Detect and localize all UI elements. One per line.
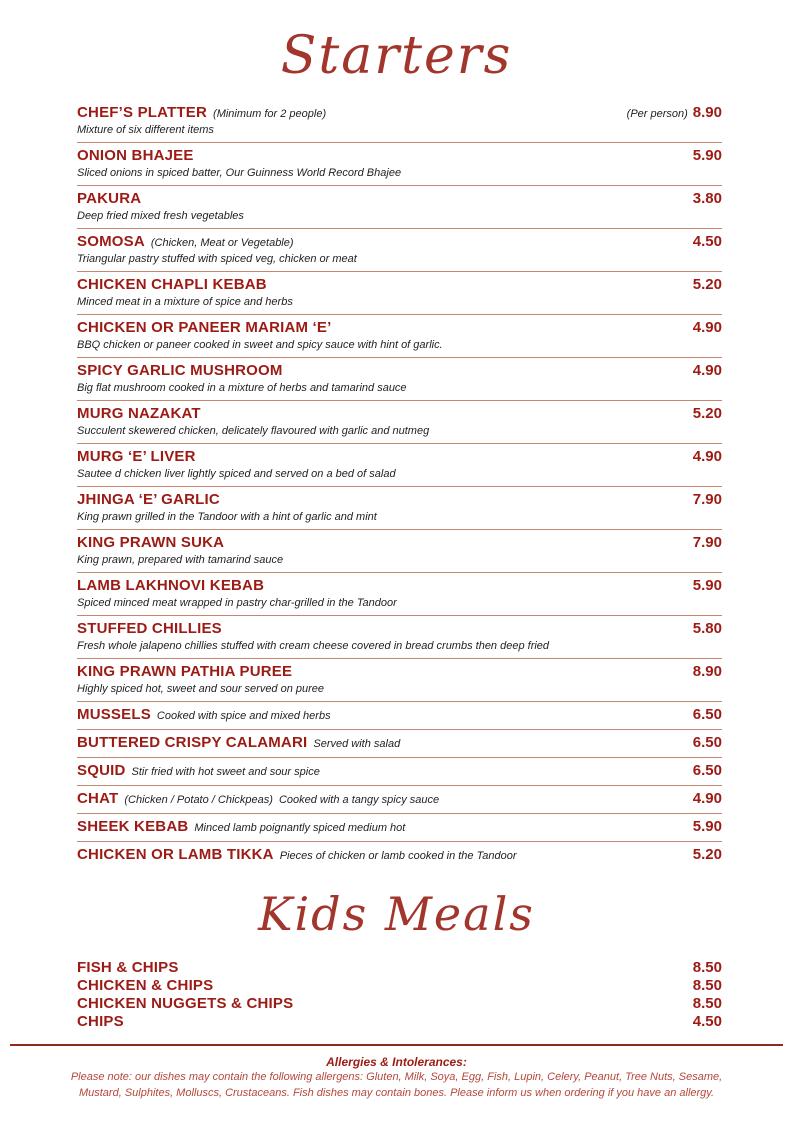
item-price: 6.50 <box>692 734 722 751</box>
item-name: SQUID <box>77 762 126 779</box>
item-price: 4.90 <box>692 319 722 336</box>
menu-item <box>77 702 722 730</box>
item-price: 8.90 <box>692 663 722 680</box>
item-price: 8.90 <box>692 104 722 121</box>
item-price: 5.80 <box>692 620 722 637</box>
item-name: CHICKEN & CHIPS <box>77 977 214 994</box>
menu-item <box>77 272 722 315</box>
item-price: 4.90 <box>692 362 722 379</box>
menu-item-line <box>77 319 722 337</box>
menu-item <box>77 730 722 758</box>
menu-item <box>77 315 722 358</box>
item-description: Spiced minced meat wrapped in pastry char-grilled in the Tandoor <box>77 597 397 609</box>
item-name: CHIPS <box>77 1013 124 1030</box>
item-price: 5.90 <box>692 818 722 835</box>
item-price: 5.20 <box>692 405 722 422</box>
allergy-note-line1: Please note: our dishes may contain the following allergens: Gluten, Milk, Soya, Egg, Fish, Lupin, Celery, Peanut, Tree Nuts, Sesame, <box>70 1071 723 1083</box>
menu-item <box>77 358 722 401</box>
item-name: CHICKEN OR LAMB TIKKA <box>77 846 274 863</box>
kids-section-title: Kids Meals <box>258 887 535 941</box>
item-name: STUFFED CHILLIES <box>77 620 222 637</box>
menu-item <box>77 977 722 995</box>
item-name: CHICKEN OR PANEER MARIAM ‘E’ <box>77 319 332 336</box>
item-name: SOMOSA <box>77 233 145 250</box>
menu-item <box>77 100 722 143</box>
item-description: Minced lamb poignantly spiced medium hot <box>194 822 406 834</box>
item-name: KING PRAWN PATHIA PUREE <box>77 663 293 680</box>
menu-item-line <box>77 846 722 864</box>
menu-item <box>77 143 722 186</box>
footer-divider <box>10 1044 783 1046</box>
item-price: 6.50 <box>692 762 722 779</box>
item-name: LAMB LAKHNOVI KEBAB <box>77 577 265 594</box>
item-price: 4.90 <box>692 448 722 465</box>
item-description: Big flat mushroom cooked in a mixture of herbs and tamarind sauce <box>77 382 407 394</box>
item-description: Mixture of six different items <box>77 124 214 136</box>
item-name: MURG ‘E’ LIVER <box>77 448 196 465</box>
item-name: CHEF’S PLATTER <box>77 104 208 121</box>
kids-meals-list <box>77 959 722 1031</box>
item-description: Sliced onions in spiced batter, Our Guinness World Record Bhajee <box>77 167 402 179</box>
menu-item-line <box>77 762 722 780</box>
price-note: (Per person) <box>626 108 688 120</box>
item-price: 8.50 <box>692 977 722 994</box>
menu-item <box>77 786 722 814</box>
menu-item-line <box>77 104 722 122</box>
item-name: CHICKEN NUGGETS & CHIPS <box>77 995 294 1012</box>
item-name: KING PRAWN SUKA <box>77 534 225 551</box>
menu-item <box>77 487 722 530</box>
item-price: 8.50 <box>692 995 722 1012</box>
menu-item-line <box>77 818 722 836</box>
item-description: King prawn grilled in the Tandoor with a hint of garlic and mint <box>77 511 377 523</box>
menu-item-line <box>77 233 722 251</box>
menu-item <box>77 995 722 1013</box>
menu-item-line <box>77 534 722 552</box>
menu-item-line <box>77 147 722 165</box>
item-name: CHAT <box>77 790 119 807</box>
menu-item-line <box>77 663 722 681</box>
menu-item <box>77 659 722 702</box>
menu-item-line <box>77 190 722 208</box>
menu-item <box>77 444 722 487</box>
item-description: Pieces of chicken or lamb cooked in the Tandoor <box>279 850 517 862</box>
menu-item <box>77 1013 722 1031</box>
item-name: FISH & CHIPS <box>77 959 179 976</box>
menu-item <box>77 842 722 869</box>
item-description: BBQ chicken or paneer cooked in sweet and spicy sauce with hint of garlic. <box>77 339 443 351</box>
item-price: 7.90 <box>692 491 722 508</box>
item-price: 4.90 <box>692 790 722 807</box>
menu-item-line <box>77 577 722 595</box>
item-description: Triangular pastry stuffed with spiced veg, chicken or meat <box>77 253 357 265</box>
item-name: BUTTERED CRISPY CALAMARI <box>77 734 308 751</box>
item-price: 6.50 <box>692 706 722 723</box>
menu-item-line <box>77 276 722 294</box>
menu-item <box>77 616 722 659</box>
item-description: King prawn, prepared with tamarind sauce <box>77 554 284 566</box>
menu-item <box>77 229 722 272</box>
item-description: Cooked with spice and mixed herbs <box>156 710 331 722</box>
starters-list <box>77 100 722 869</box>
menu-item <box>77 573 722 616</box>
item-name: PAKURA <box>77 190 142 207</box>
item-name: SPICY GARLIC MUSHROOM <box>77 362 283 379</box>
item-description: Stir fried with hot sweet and sour spice <box>131 766 320 778</box>
item-price: 5.90 <box>692 147 722 164</box>
menu-item <box>77 186 722 229</box>
menu-item-line <box>77 620 722 638</box>
item-price: 4.50 <box>692 233 722 250</box>
item-note: (Chicken / Potato / Chickpeas) <box>124 794 273 806</box>
item-description: Fresh whole jalapeno chillies stuffed with cream cheese covered in bread crumbs then deep fried <box>77 640 550 652</box>
item-price: 3.80 <box>692 190 722 207</box>
item-description: Cooked with a tangy spicy sauce <box>278 794 440 806</box>
item-note: (Minimum for 2 people) <box>213 108 327 120</box>
allergy-heading: Allergies & Intolerances: <box>326 1055 467 1069</box>
item-name: CHICKEN CHAPLI KEBAB <box>77 276 267 293</box>
item-description: Minced meat in a mixture of spice and herbs <box>77 296 293 308</box>
starters-section-title: Starters <box>280 26 513 86</box>
allergy-note-line2: Mustard, Sulphites, Molluscs, Crustaceans. Fish dishes may contain bones. Please inform us when ordering if you have an allergy. <box>78 1087 715 1099</box>
menu-item <box>77 959 722 977</box>
item-price: 7.90 <box>692 534 722 551</box>
allergy-footer <box>0 1044 793 1101</box>
menu-item <box>77 401 722 444</box>
menu-item-line <box>77 706 722 724</box>
item-price: 5.20 <box>692 846 722 863</box>
item-name: MURG NAZAKAT <box>77 405 201 422</box>
menu-item <box>77 814 722 842</box>
item-note: (Chicken, Meat or Vegetable) <box>150 237 294 249</box>
item-description: Highly spiced hot, sweet and sour served on puree <box>77 683 325 695</box>
menu-item-line <box>77 734 722 752</box>
menu-item-line <box>77 448 722 466</box>
item-description: Deep fried mixed fresh vegetables <box>77 210 244 222</box>
menu-item-line <box>77 405 722 423</box>
menu-item-line <box>77 790 722 808</box>
item-description: Sautee d chicken liver lightly spiced and served on a bed of salad <box>77 468 396 480</box>
item-name: ONION BHAJEE <box>77 147 194 164</box>
menu-item-line <box>77 362 722 380</box>
item-price: 8.50 <box>692 959 722 976</box>
item-name: MUSSELS <box>77 706 151 723</box>
menu-item-line <box>77 491 722 509</box>
item-name: SHEEK KEBAB <box>77 818 189 835</box>
item-price: 5.90 <box>692 577 722 594</box>
item-description: Served with salad <box>313 738 401 750</box>
item-description: Succulent skewered chicken, delicately flavoured with garlic and nutmeg <box>77 425 430 437</box>
menu-item <box>77 758 722 786</box>
item-price: 4.50 <box>692 1013 722 1030</box>
menu-item <box>77 530 722 573</box>
item-price: 5.20 <box>692 276 722 293</box>
item-name: JHINGA ‘E’ GARLIC <box>77 491 220 508</box>
